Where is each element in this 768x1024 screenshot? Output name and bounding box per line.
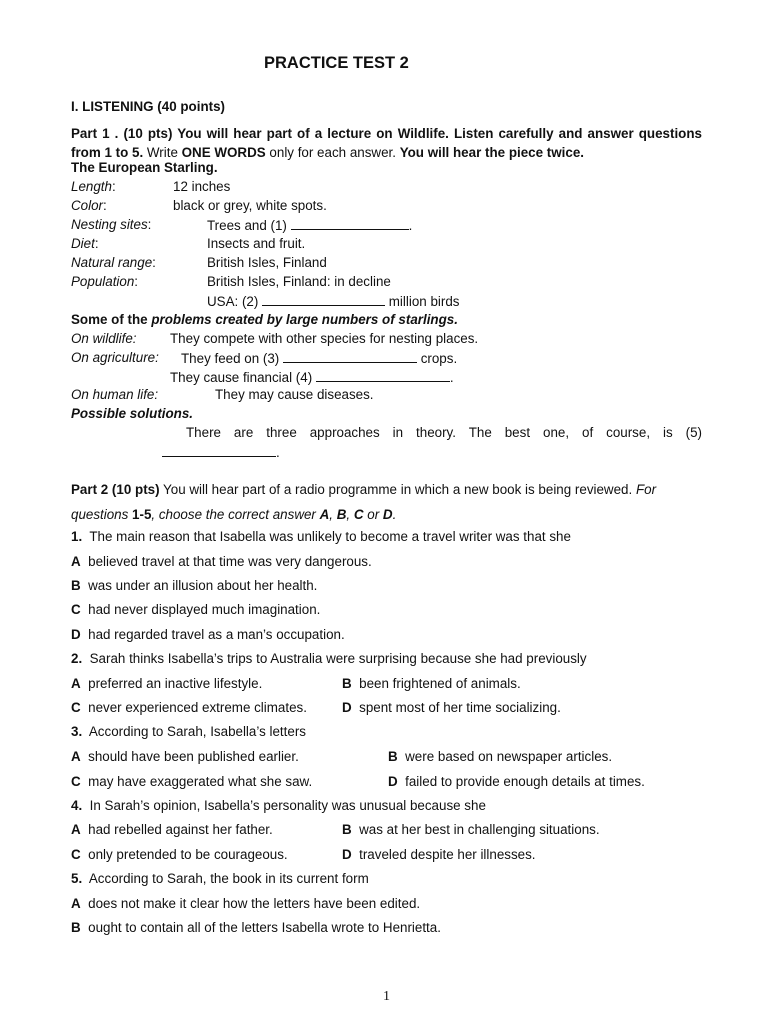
part1-heading xyxy=(71,124,702,162)
question-2: 2. Sarah thinks Isabella’s trips to Australia were surprising because she had previously xyxy=(71,651,587,666)
solutions-blank-line: . xyxy=(162,444,280,460)
agriculture-value: They feed on (3) crops. xyxy=(181,351,458,366)
answer-blank-1[interactable] xyxy=(291,217,409,230)
part2-heading: Part 2 (10 pts) You will hear part of a radio programme in which a new book is being reviewed. For questions 1-5, choose the correct answer A, B, C or D. xyxy=(71,482,657,522)
financial-value: They cause financial (4) . xyxy=(170,370,454,385)
answer-blank-5[interactable] xyxy=(162,444,276,457)
section-heading: I. LISTENING (40 points) xyxy=(71,99,225,114)
field-label-population: Population: xyxy=(71,274,139,289)
q1-option-a[interactable]: A believed travel at that time was very dangerous. xyxy=(71,554,372,569)
field-label-diet: Diet: xyxy=(71,236,99,251)
field-value-diet: Insects and fruit. xyxy=(207,236,306,251)
part1-heading-only: only for each answer. xyxy=(265,145,400,160)
q1-option-c[interactable]: C had never displayed much imagination. xyxy=(71,602,321,617)
part1-heading-write: Write xyxy=(143,145,182,160)
wildlife-label: On wildlife: xyxy=(71,331,137,346)
population-usa: USA: (2) million birds xyxy=(207,294,460,309)
field-value-range: British Isles, Finland xyxy=(207,255,327,270)
q1-option-b[interactable]: B was under an illusion about her health. xyxy=(71,578,318,593)
q4-option-b[interactable]: B was at her best in challenging situations. xyxy=(342,822,600,837)
q1-option-d[interactable]: D had regarded travel as a man’s occupation. xyxy=(71,627,345,642)
agriculture-label: On agriculture: xyxy=(71,350,159,365)
field-label-length: Length: xyxy=(71,179,116,194)
answer-blank-2[interactable] xyxy=(262,293,385,306)
question-4: 4. In Sarah’s opinion, Isabella’s personality was unusual because she xyxy=(71,798,486,813)
q2-option-d[interactable]: D spent most of her time socializing. xyxy=(342,700,561,715)
part1-subject: The European Starling. xyxy=(71,160,218,175)
q4-option-a[interactable]: A had rebelled against her father. xyxy=(71,822,273,837)
part1-heading-twice: You will hear the piece twice. xyxy=(399,145,584,160)
q2-option-c[interactable]: C never experienced extreme climates. xyxy=(71,700,307,715)
problems-heading: Some of the problems created by large numbers of starlings. xyxy=(71,312,458,327)
page-title: PRACTICE TEST 2 xyxy=(264,54,409,72)
q2-option-a[interactable]: A preferred an inactive lifestyle. xyxy=(71,676,263,691)
q5-option-b[interactable]: B ought to contain all of the letters Isabella wrote to Henrietta. xyxy=(71,920,441,935)
solutions-text: There are three approaches in theory. The best one, of course, is (5) xyxy=(186,425,702,440)
q5-option-a[interactable]: A does not make it clear how the letters have been edited. xyxy=(71,896,421,911)
q4-option-c[interactable]: C only pretended to be courageous. xyxy=(71,847,288,862)
field-label-color: Color: xyxy=(71,198,107,213)
field-value-population: British Isles, Finland: in decline xyxy=(207,274,391,289)
field-value-nesting: Trees and (1) . xyxy=(207,218,413,233)
q3-option-d[interactable]: D failed to provide enough details at times. xyxy=(388,774,645,789)
question-1: 1. The main reason that Isabella was unlikely to become a travel writer was that she xyxy=(71,529,571,544)
part1-heading-one-words: ONE WORDS xyxy=(181,145,266,160)
field-label-range: Natural range: xyxy=(71,255,156,270)
answer-blank-4[interactable] xyxy=(316,369,450,382)
field-value-length: 12 inches xyxy=(173,179,231,194)
human-value: They may cause diseases. xyxy=(215,387,374,402)
q2-option-b[interactable]: B been frightened of animals. xyxy=(342,676,521,691)
q4-option-d[interactable]: D traveled despite her illnesses. xyxy=(342,847,536,862)
part2-heading-bold: Part 2 (10 pts) xyxy=(71,482,160,497)
q3-option-c[interactable]: C may have exaggerated what she saw. xyxy=(71,774,313,789)
q3-option-b[interactable]: B were based on newspaper articles. xyxy=(388,749,613,764)
question-5: 5. According to Sarah, the book in its current form xyxy=(71,871,369,886)
field-label-nesting: Nesting sites: xyxy=(71,217,152,232)
q3-option-a[interactable]: A should have been published earlier. xyxy=(71,749,299,764)
part1-heading-lead: Part 1 . (10 pts) You will hear part of a lecture on Wildlife. Listen carefully and answer questions from 1 to 5. xyxy=(71,126,702,160)
wildlife-value: They compete with other species for nesting places. xyxy=(170,331,479,346)
question-3: 3. According to Sarah, Isabella’s letters xyxy=(71,724,306,739)
solutions-heading: Possible solutions. xyxy=(71,406,194,421)
human-label: On human life: xyxy=(71,387,159,402)
answer-blank-3[interactable] xyxy=(283,350,417,363)
field-value-color: black or grey, white spots. xyxy=(173,198,327,213)
page-number: 1 xyxy=(383,989,390,1004)
